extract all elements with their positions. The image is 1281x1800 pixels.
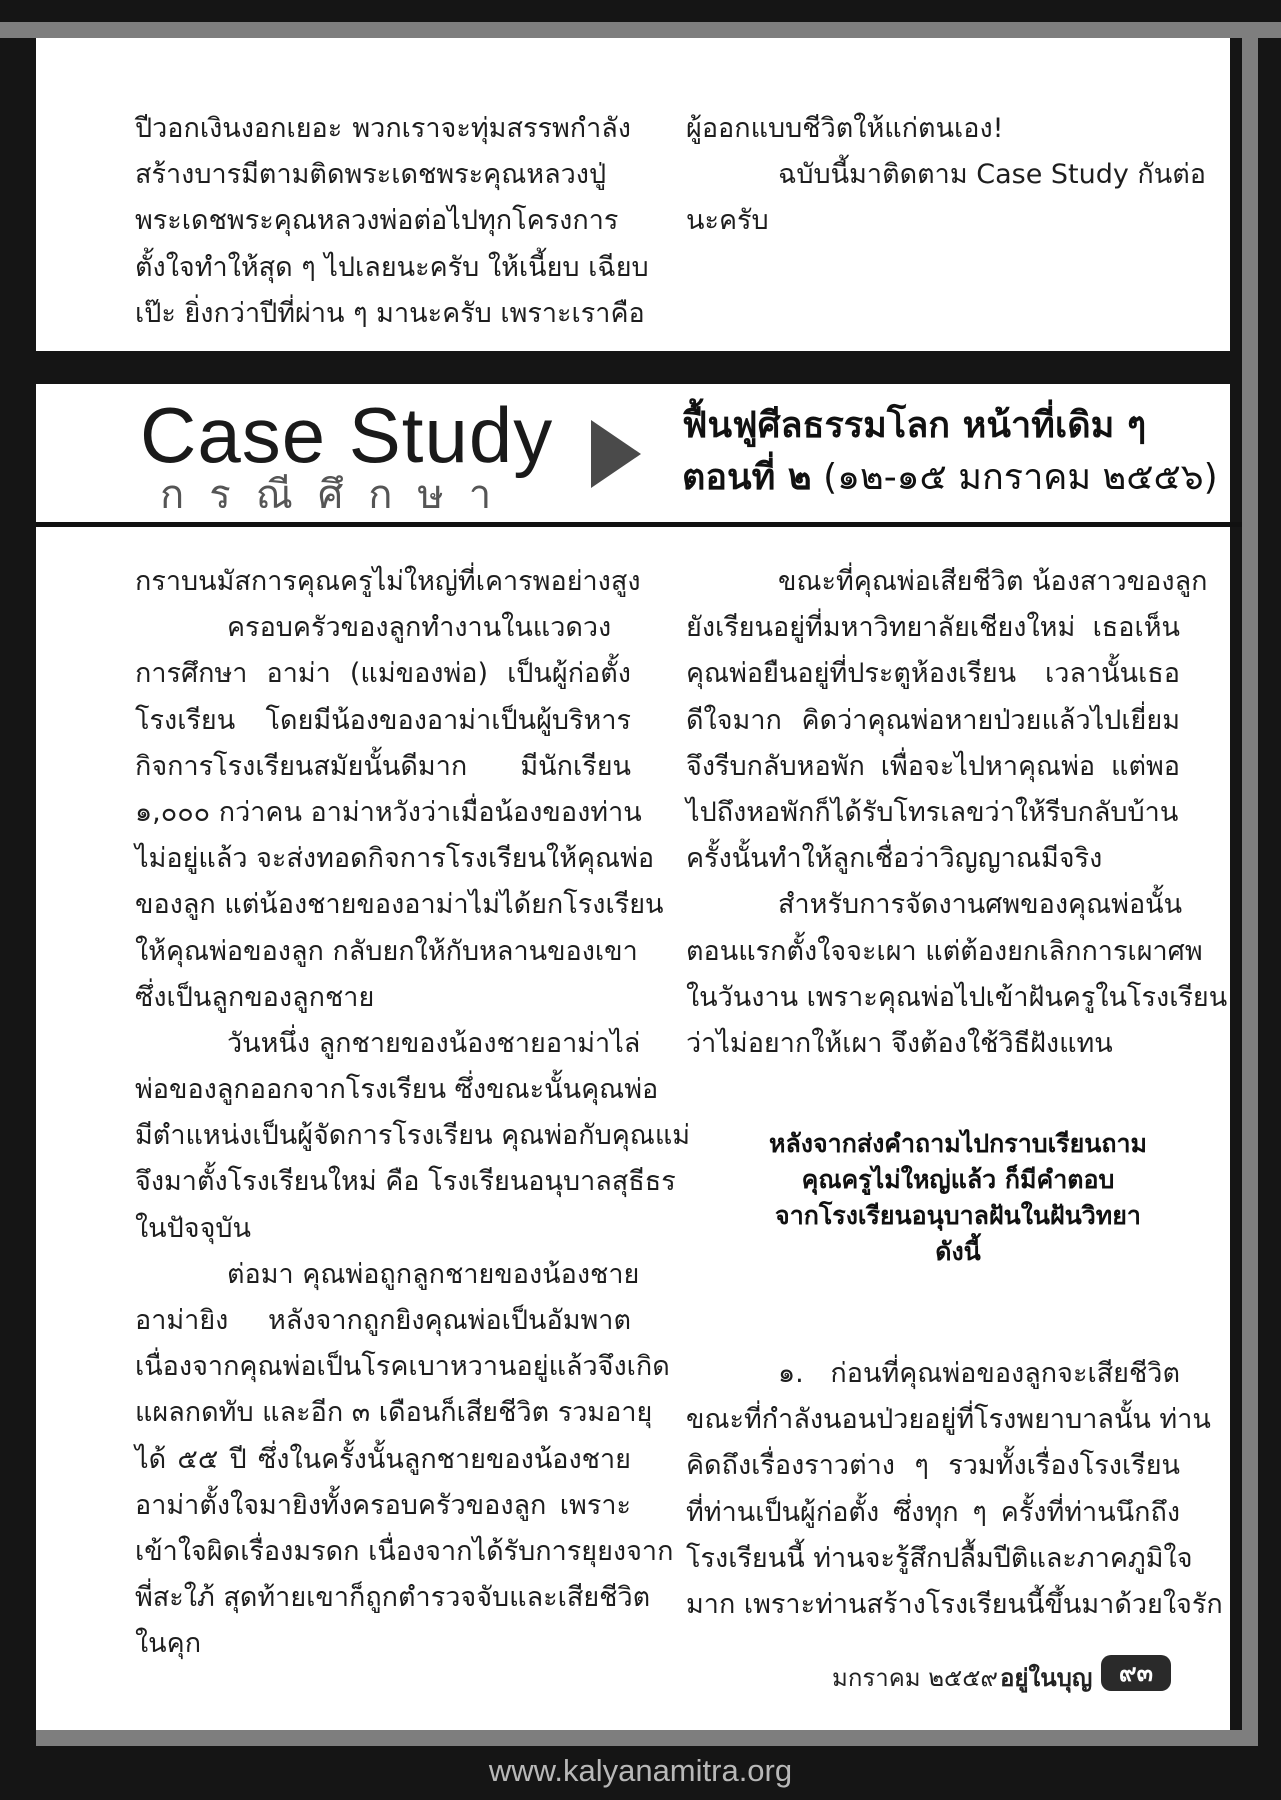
text-line: การศึกษา อาม่า (แม่ของพ่อ) เป็นผู้ก่อตั้ง [135,658,631,690]
header-divider [36,522,1242,527]
text-line: ตอนแรกตั้งใจจะเผา แต่ต้องยกเลิกการเผาศพ [686,935,1203,967]
page-number: ๙๓ [1101,1655,1171,1691]
answer-heading-line: คุณครูไม่ใหญ่แล้ว ก็มีคำตอบ [801,1165,1115,1194]
text-line: อาม่าตั้งใจมายิงทั้งครอบครัวของลูก เพราะ [135,1489,631,1521]
text-line: ซึ่งเป็นลูกของลูกชาย [135,981,375,1013]
answer-heading [686,1126,1230,1270]
top-frame-band [0,22,1281,38]
body-left-column [135,559,691,1668]
text-line: ขณะที่คุณพ่อเสียชีวิต น้องสาวของลูก [778,566,1208,597]
text-line: แผลกดทับ และอีก ๓ เดือนก็เสียชีวิต รวมอายุ [135,1397,653,1429]
text-line: ว่าไม่อยากให้เผา จึงต้องใช้วิธีฝังแทน [686,1027,1113,1059]
top-right-column [686,106,1206,245]
text-line: ขณะที่กำลังนอนป่วยอยู่ที่โรงพยาบาลนั้น ท่าน [686,1404,1211,1436]
text-line: นะครับ [686,205,769,237]
text-line: จึงมาตั้งโรงเรียนใหม่ คือ โรงเรียนอนุบาลสุธีธร [135,1166,676,1198]
section-subtitle: กรณีศึกษา [160,472,517,518]
text-line: เข้าใจผิดเรื่องมรดก เนื่องจากได้รับการยุยงจาก [135,1535,674,1567]
text-line: ของลูก แต่น้องชายของอาม่าไม่ได้ยกโรงเรียน [135,889,664,921]
article-episode [682,450,1218,506]
text-line: ได้ ๕๕ ปี ซึ่งในครั้งนั้นลูกชายของน้องชาย [135,1443,631,1475]
answer-heading-line: หลังจากส่งคำถามไปกราบเรียนถาม [769,1129,1147,1158]
answer-heading-line: จากโรงเรียนอนุบาลฝันในฝันวิทยา [775,1201,1141,1230]
text-line: ต่อมา คุณพ่อถูกลูกชายของน้องชาย [227,1258,640,1290]
text-line: อาม่ายิง หลังจากถูกยิงคุณพ่อเป็นอัมพาต [135,1305,631,1336]
text-line: โรงเรียนนี้ ท่านจะรู้สึกปลื้มปีติและภาคภูมิใจ [686,1542,1193,1574]
text-line: พี่สะใภ้ สุดท้ายเขาก็ถูกตำรวจจับและเสียชีวิต [135,1582,651,1614]
text-line: โรงเรียน โดยมีน้องของอาม่าเป็นผู้บริหาร [135,704,631,736]
text-line: มีตำแหน่งเป็นผู้จัดการโรงเรียน คุณพ่อกับคุณแม่ [135,1120,691,1152]
text-line: จึงรีบกลับหอพัก เพื่อจะไปหาคุณพ่อ แต่พอ [686,750,1180,782]
right-frame-band [1242,22,1258,1746]
top-left-column [135,106,649,337]
text-line: ครอบครัวของลูกทำงานในแวดวง [227,612,612,644]
episode-label: ตอนที่ ๒ [682,457,812,498]
footer-magazine: อยู่ในบุญ [1000,1664,1093,1692]
text-line: ปีวอกเงินงอกเยอะ พวกเราจะทุ่มสรรพกำลัง [135,113,631,144]
watermark: www.kalyanamitra.org [488,1753,793,1788]
text-line: ๑,๐๐๐ กว่าคน อาม่าหวังว่าเมื่อน้องของท่าน [135,796,642,828]
text-line: ผู้ออกแบบชีวิตให้แก่ตนเอง! [686,113,1004,144]
text-line: ให้คุณพ่อของลูก กลับยกให้กับหลานของเขา [135,935,638,967]
text-line: มาก เพราะท่านสร้างโรงเรียนนี้ขึ้นมาด้วยใจรัก [686,1588,1223,1620]
text-line: วันหนึ่ง ลูกชายของน้องชายอาม่าไล่ [227,1027,641,1059]
play-arrow-icon [591,420,641,488]
episode-dates: (๑๒-๑๕ มกราคม ๒๕๕๖) [823,457,1218,498]
footer-date: มกราคม ๒๕๕๙ [832,1664,998,1692]
text-line: ๑. ก่อนที่คุณพ่อของลูกจะเสียชีวิต [778,1358,1180,1389]
body-right-bottom-column [686,1351,1223,1628]
bottom-frame-band [36,1730,1258,1746]
text-line: คุณพ่อยืนอยู่ที่ประตูห้องเรียน เวลานั้นเธอ [686,658,1180,690]
answer-heading-line: ดังนี้ [935,1237,981,1266]
text-line: ไปถึงหอพักก็ได้รับโทรเลขว่าให้รีบกลับบ้าน [686,796,1179,828]
text-line: ดีใจมาก คิดว่าคุณพ่อหายป่วยแล้วไปเยี่ยม [686,704,1180,736]
text-line: พ่อของลูกออกจากโรงเรียน ซึ่งขณะนั้นคุณพ่อ [135,1074,659,1106]
text-line: กิจการโรงเรียนสมัยนั้นดีมาก มีนักเรียน [135,750,631,782]
text-line: เป๊ะ ยิ่งกว่าปีที่ผ่าน ๆ มานะครับ เพราะเราคือ [135,297,645,329]
text-line: ยังเรียนอยู่ที่มหาวิทยาลัยเชียงใหม่ เธอเห็น [686,612,1180,644]
section-title: Case Study [140,391,554,479]
text-line: ในคุก [135,1628,202,1660]
text-line: ไม่อยู่แล้ว จะส่งทอดกิจการโรงเรียนให้คุณพ่อ [135,843,655,875]
text-line: ในปัจจุบัน [135,1212,252,1244]
text-line: ครั้งนั้นทำให้ลูกเชื่อว่าวิญญาณมีจริง [686,843,1103,875]
text-line: ฉบับนี้มาติดตาม Case Study กันต่อ [778,159,1206,191]
text-line: กราบนมัสการคุณครูไม่ใหญ่ที่เคารพอย่างสูง [135,566,641,597]
body-right-top-column [686,559,1228,1067]
text-line: ที่ท่านเป็นผู้ก่อตั้ง ซึ่งทุก ๆ ครั้งที่ท่านนึกถึง [686,1496,1180,1528]
text-line: ตั้งใจทำให้สุด ๆ ไปเลยนะครับ ให้เนี้ยบ เฉียบ [135,251,649,283]
text-line: สำหรับการจัดงานศพของคุณพ่อนั้น [778,889,1183,921]
text-line: สร้างบารมีตามติดพระเดชพระคุณหลวงปู่ [135,159,607,191]
text-line: ในวันงาน เพราะคุณพ่อไปเข้าฝันครูในโรงเรียน [686,981,1228,1013]
article-title: ฟื้นฟูศีลธรรมโลก หน้าที่เดิม ๆ [682,405,1147,446]
text-line: เนื่องจากคุณพ่อเป็นโรคเบาหวานอยู่แล้วจึงเกิด [135,1351,670,1383]
text-line: คิดถึงเรื่องราวต่าง ๆ รวมทั้งเรื่องโรงเรียน [686,1450,1180,1482]
text-line: พระเดชพระคุณหลวงพ่อต่อไปทุกโครงการ [135,205,619,237]
